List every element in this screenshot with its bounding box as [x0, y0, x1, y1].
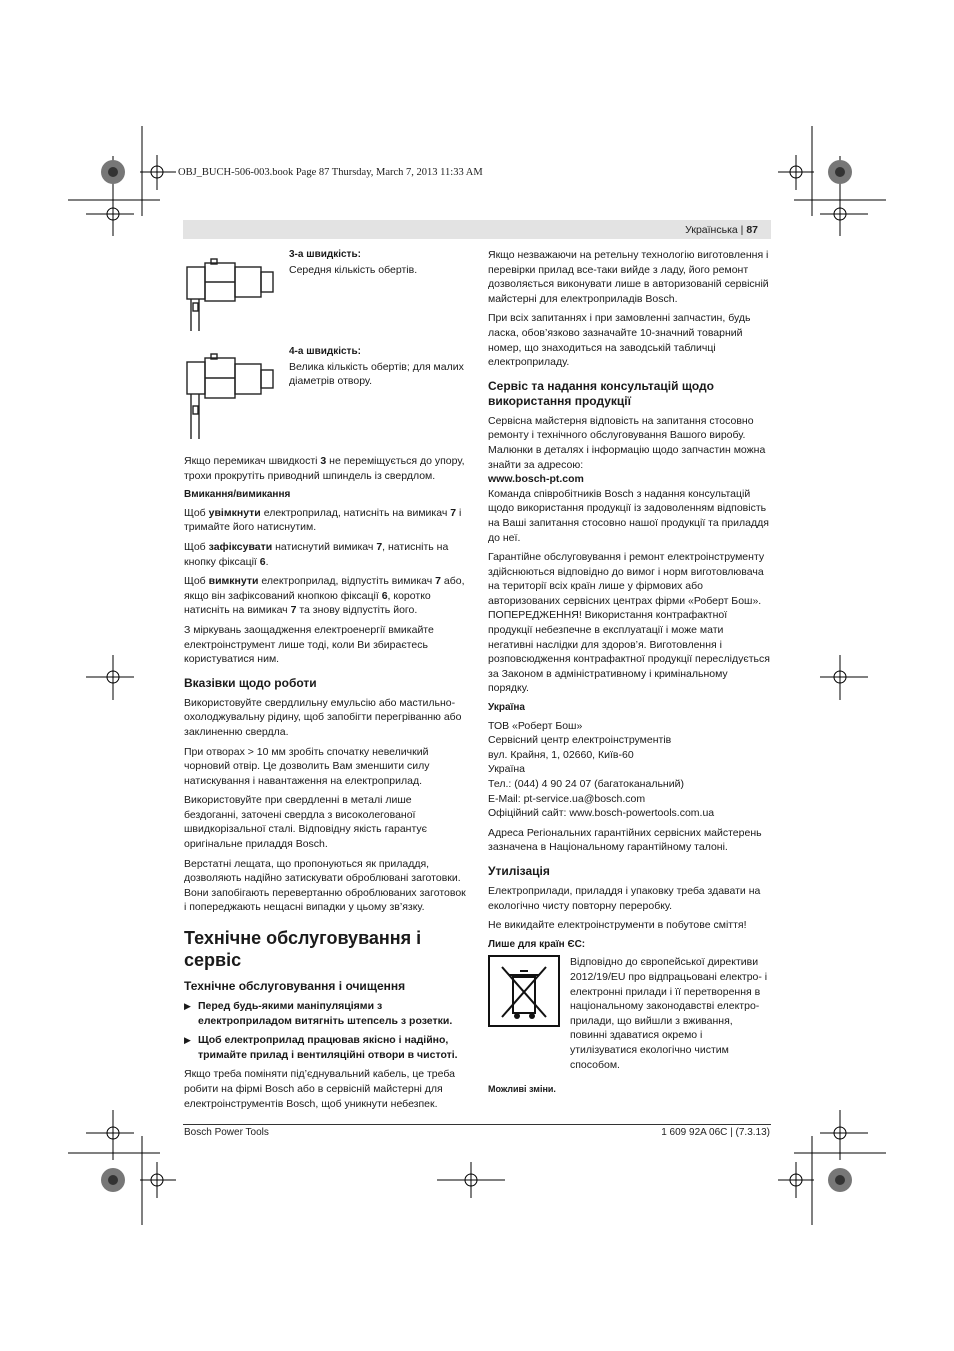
bosch-url: www.bosch-pt.com	[488, 473, 584, 486]
tip-4: Верстатні лещата, що пропонуються як приладдя, дозволяють надійно затискувати оброблювані заготовки. Вони запобігають перевертанню оброблюваних заготовок і попереджають нещасні випадки у цьому зв’язку.	[184, 857, 466, 914]
repair-paragraph: Якщо незважаючи на ретельну технологію виготовлення і перевірки прилад все-таки вийде з ладу, його ремонт дозволяється виконувати лише в авторизованій сервісній майстерні для електроприладів Bosch.	[488, 249, 769, 305]
speed3-text: Середня кількість обертів.	[289, 263, 418, 276]
disposal-heading: Утилізація	[488, 863, 550, 878]
footer-brand: Bosch Power Tools	[184, 1127, 269, 1138]
bullet-item: ▶ Перед будь-якими маніпуляціями з електроприладом витягніть штепсель з розетки.	[184, 1000, 453, 1027]
bullet-arrow-icon: ▶	[184, 1001, 191, 1012]
maintenance-heading: Технічне обслуговування і очищення	[184, 979, 406, 994]
crossed-bin-icon	[488, 955, 560, 1027]
cable-paragraph: Якщо треба поміняти під’єднувальний кабель, це треба робити на фірмі Bosch або в сервісній майстерні для електроінструментів Bosch, щоб уникнути небезпек.	[184, 1068, 455, 1110]
address-line: Офіційний сайт: www.bosch-powertools.com.ua	[488, 807, 715, 820]
left-column	[184, 454, 467, 1116]
footer-rule	[183, 1124, 771, 1125]
switch-paragraph: Якщо перемикач швидкості 3 не переміщується до упору, трохи прокрутіть приводний шпиндель із свердлом.	[184, 455, 465, 482]
page-number: 87	[746, 224, 758, 236]
page-header-bar	[183, 220, 771, 239]
address-line: вул. Крайня, 1, 02660, Київ-60	[488, 748, 634, 761]
header-language: Українська	[685, 224, 738, 236]
consult-paragraph: Команда співробітників Bosch з надання консультацій щодо використання продукції із задоволенням відповість на Ваші запитання стосовно нашої продукції та приладдя до неї.	[488, 487, 769, 544]
footer-doc-number: 1 609 92A 06C | (7.3.13)	[661, 1127, 770, 1138]
eu-text: Відповідно до європейської директиви 2012/19/EU про відпрацьовані електро- і електронні прилади і її перетворення в національному законодавстві електро-прилади, що вийшли з вживання, повинні здаватися окремо і утилізуватися екологічно чистим способом.	[570, 956, 768, 1071]
country-heading: Україна	[488, 702, 525, 714]
regional-paragraph: Адреса Регіональних гарантійних сервісних майстерень зазначена в Національному гарантійному талоні.	[488, 826, 762, 854]
energy-paragraph: З міркувань заощадження електроенергії вмикайте електроінструмент лише тоді, коли Ви збираєтесь користуватися ним.	[184, 623, 434, 666]
address-line: Україна	[488, 763, 526, 776]
changes-note: Можливі зміни.	[488, 1084, 556, 1095]
gear-speed-illustrations	[183, 256, 283, 446]
parts-paragraph: При всіх запитаннях і при замовленні запчастин, будь ласка, обов’язково зазначайте 10-значний товарний номер, що знаходиться на заводській табличці електроприладу.	[488, 312, 751, 369]
weee-block	[488, 955, 771, 1072]
trash-warning: Не викидайте електроінструменти в побутове сміття!	[488, 919, 747, 932]
header-separator: |	[740, 224, 744, 236]
service-heading: Технічне обслуговування і сервіс	[184, 928, 422, 971]
consult-heading: Сервіс та надання консультацій щодо використання продукції	[488, 378, 714, 408]
fix-paragraph: Щоб зафіксувати натиснутий вимикач 7, натисніть на кнопку фіксації 6.	[184, 540, 449, 568]
speed4-title: 4-а швидкість:	[289, 346, 361, 357]
address-line: Тел.: (044) 4 90 24 07 (багатоканальний)	[488, 778, 684, 790]
warranty-paragraph: Гарантійне обслуговування і ремонт електроінструменту здійснюються відповідно до вимог і норм виготовлювача на території всіх країн лише у фірмових або авторизованих сервісних центрах фірми «Роберт Бош». ПОПЕРЕДЖЕННЯ! Використання контрафактної продукції небезпечне в експлуатації і може мати негативні наслідки для здоров’я. Виготовлення і розповсюдження контрафактної продукції переслідується за Законом в адміністративному і кримінальному порядку.	[488, 551, 770, 695]
speed4-block	[289, 345, 469, 389]
bullet-arrow-icon: ▶	[184, 1035, 191, 1046]
off-paragraph: Щоб вимкнути електроприлад, відпустіть вимикач 7 або, якщо він зафіксований кнопкою фіксації 6, коротко натисніть на вимикач 7 та знову відпустіть його.	[184, 575, 465, 617]
service-paragraph: Сервісна майстерня відповість на запитання стосовно ремонту і технічного обслуговування Вашого виробу. Малюнки в деталях і інформацію щодо запчастин можна знайти за адресою:	[488, 414, 766, 471]
speed3-block	[289, 248, 469, 277]
page-header	[685, 224, 758, 236]
address-line: E-Mail: pt-service.ua@bosch.com	[488, 792, 646, 805]
address-line: Сервісний центр електроінструментів	[488, 734, 672, 747]
speed4-text: Велика кількість обертів; для малих діаметрів отвору.	[289, 360, 464, 388]
right-column	[488, 248, 771, 1100]
bullet-item: ▶ Щоб електроприлад працював якісно і надійно, тримайте прилад і вентиляційні отвори в чистоті.	[184, 1034, 458, 1061]
tip-2: При отворах > 10 мм зробіть спочатку невеличкий чорновий отвір. Це дозволить Вам зменшити силу натискування і навантаження на електроприлад.	[184, 745, 430, 787]
speed3-title: 3-а швидкість:	[289, 249, 361, 260]
disposal-paragraph: Електроприлади, приладдя і упаковку треба здавати на екологічно чисту повторну переробку.	[488, 884, 761, 912]
eu-heading: Лише для країн ЄС:	[488, 938, 586, 950]
tips-heading: Вказівки щодо роботи	[184, 675, 317, 690]
address-line: ТОВ «Роберт Бош»	[488, 719, 583, 732]
on-paragraph: Щоб увімкнути електроприлад, натисніть на вимикач 7 і тримайте його натиснутим.	[184, 506, 462, 534]
tip-3: Використовуйте при свердленні в металі лише бездоганні, заточені свердла з високолегованої швидкорізальної сталі. Відповідну якість гарантує оригінальне приладдя Bosch.	[184, 794, 428, 851]
tip-1: Використовуйте свердлильну емульсію або мастильно-охолоджувальну рідину, щоб запобігти перегріванню або заклиненню свердла.	[184, 696, 462, 738]
print-slug: OBJ_BUCH-506-003.book Page 87 Thursday, March 7, 2013 11:33 AM	[178, 167, 483, 178]
onoff-heading: Вмикання/вимикання	[184, 489, 291, 501]
